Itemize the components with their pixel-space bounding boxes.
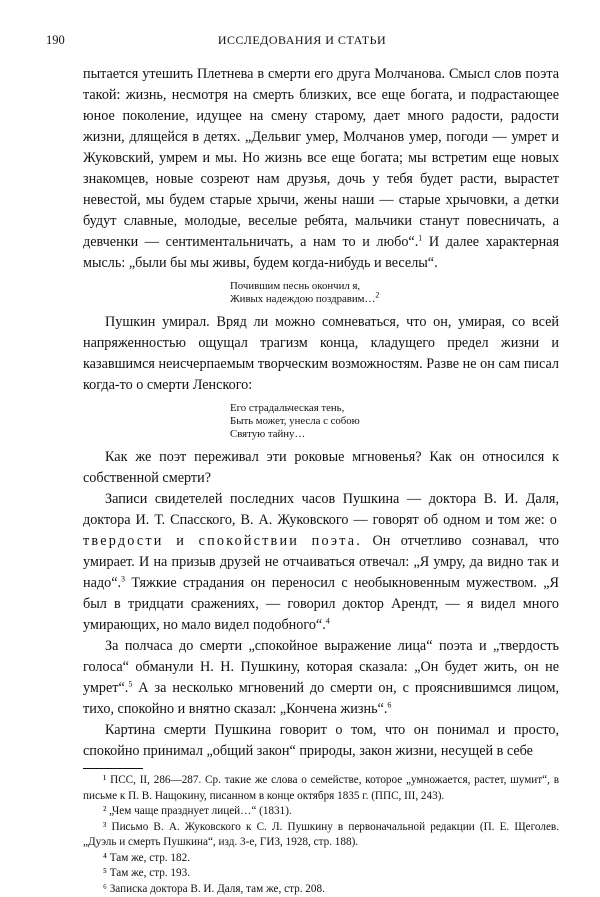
paragraph-1-tail: И далее характерная мысль: „были бы мы живы, будем когда-нибудь и веселы“.	[83, 234, 559, 271]
footnote-ref-6: 6	[387, 700, 391, 709]
footnote-ref-2: 2	[375, 290, 379, 299]
paragraph-4	[83, 489, 559, 636]
paragraph-3: Как же поэт переживал эти роковые мгновенья? Как он относился к собственной смерти?	[83, 447, 559, 489]
paragraph-6: Картина смерти Пушкина говорит о том, что он понимал и просто, спокойно принимал „общий закон“ природы, закон жизни, несущей в себе	[83, 720, 559, 762]
footnote-divider	[83, 768, 143, 769]
page-number: 190	[46, 33, 65, 48]
paragraph-1	[83, 64, 559, 274]
main-text	[83, 64, 559, 897]
paragraph-2: Пушкин умирал. Вряд ли можно сомневаться, что он, умирая, со всей напряженностью ощущал трагизм конца, кладущего предел жизни и казавшимся неисчерпаемым творческим возможностям. Разве не он сам писал когда-то о смерти Ленского:	[83, 312, 559, 396]
footnote-ref-3: 3	[121, 574, 125, 583]
poem-1-line-2	[230, 293, 559, 306]
poem-2-line-1: Его страдальческая тень,	[230, 402, 559, 415]
footnote-ref-1: 1	[418, 233, 422, 242]
poem-2-line-2: Быть может, унесла с собою	[230, 415, 559, 428]
poem-1-line-1: Почившим песнь окончил я,	[230, 280, 559, 293]
paragraph-5	[83, 636, 559, 720]
paragraph-4-text-b: Он отчетливо сознавал, что умирает. И на призыв друзей не отчаиваться отвечал: „Я умру, да видно так и надо“.	[83, 533, 559, 591]
paragraph-4-emphasis: о твердости и спокойствии поэта.	[83, 512, 559, 549]
footnote-1: ¹ ПСС, II, 286—287. Ср. такие же слова о семействе, которое „умножается, растет, шумит“, в письме к П. В. Нащокину, писанном в конце октября 1835 г. (ППС, III, 243).	[83, 773, 559, 804]
footnotes	[83, 773, 559, 897]
footnote-3: ³ Письмо В. А. Жуковского к С. Л. Пушкину в первоначальной редакции (П. Е. Щеголев. „Дуэль и смерть Пушкина“, изд. 3-е, ГИЗ, 1928, стр. 188).	[83, 820, 559, 851]
poem-2-line-3: Святую тайну…	[230, 428, 559, 441]
footnote-2: ² „Чем чаще празднует лицей…“ (1831).	[83, 804, 559, 820]
paragraph-1-text: пытается утешить Плетнева в смерти его друга Молчанова. Смысл слов поэта такой: жизнь, несмотря на смерть близких, все еще богата, и подрастающее юное поколение, идущее на смену старому, дает много радости, радости жизни, длящейся в детях. „Дельвиг умер, Молчанов умер, погоди — умрет и Жуковский, умрем и мы. Но жизнь все еще богата; мы встретим еще новых знакомцев, новые созреют нам друзья, дочь у тебя будет расти, вырастет невестой, мы будем старые хрычи, жены наши — старые хрычовки, а детки будут славные, молодые, веселые ребята, мальчики станут повесничать, а девченки — сентиментальничать, а нам то и любо“.	[83, 66, 559, 250]
poem-quote-1	[230, 280, 559, 306]
running-title: ИССЛЕДОВАНИЯ И СТАТЬИ	[46, 33, 558, 48]
paragraph-5-text-a: За полчаса до смерти „спокойное выражение лица“ поэта и „твердость голоса“ обманули Н. Н. Пушкину, которая сказала: „Он будет жить, он не умрет“.	[83, 638, 559, 696]
poem-quote-2	[230, 402, 559, 441]
footnote-ref-5: 5	[128, 679, 132, 688]
footnote-6: ⁶ Записка доктора В. И. Даля, там же, стр. 208.	[83, 882, 559, 897]
footnote-ref-4: 4	[326, 616, 330, 625]
footnote-5: ⁵ Там же, стр. 193.	[83, 866, 559, 882]
paragraph-5-text-b: А за несколько мгновений до смерти он, с прояснившимся лицом, тихо, спокойно и внятно сказал: „Кончена жизнь“.	[83, 680, 559, 717]
paragraph-4-text-a: Записи свидетелей последних часов Пушкина — доктора В. И. Даля, доктора И. Т. Спасского, В. А. Жуковского — говорят об одном и том же:	[83, 491, 559, 528]
footnote-4: ⁴ Там же, стр. 182.	[83, 851, 559, 867]
poem-1-line-2-text: Живых надеждою поздравим…	[230, 293, 375, 305]
paragraph-4-text-c: Тяжкие страдания он переносил с необыкновенным мужеством. „Я был в тридцати сражениях, — говорил доктор Арендт, — я видел много умирающих, но мало видел подобного“.	[83, 575, 559, 633]
